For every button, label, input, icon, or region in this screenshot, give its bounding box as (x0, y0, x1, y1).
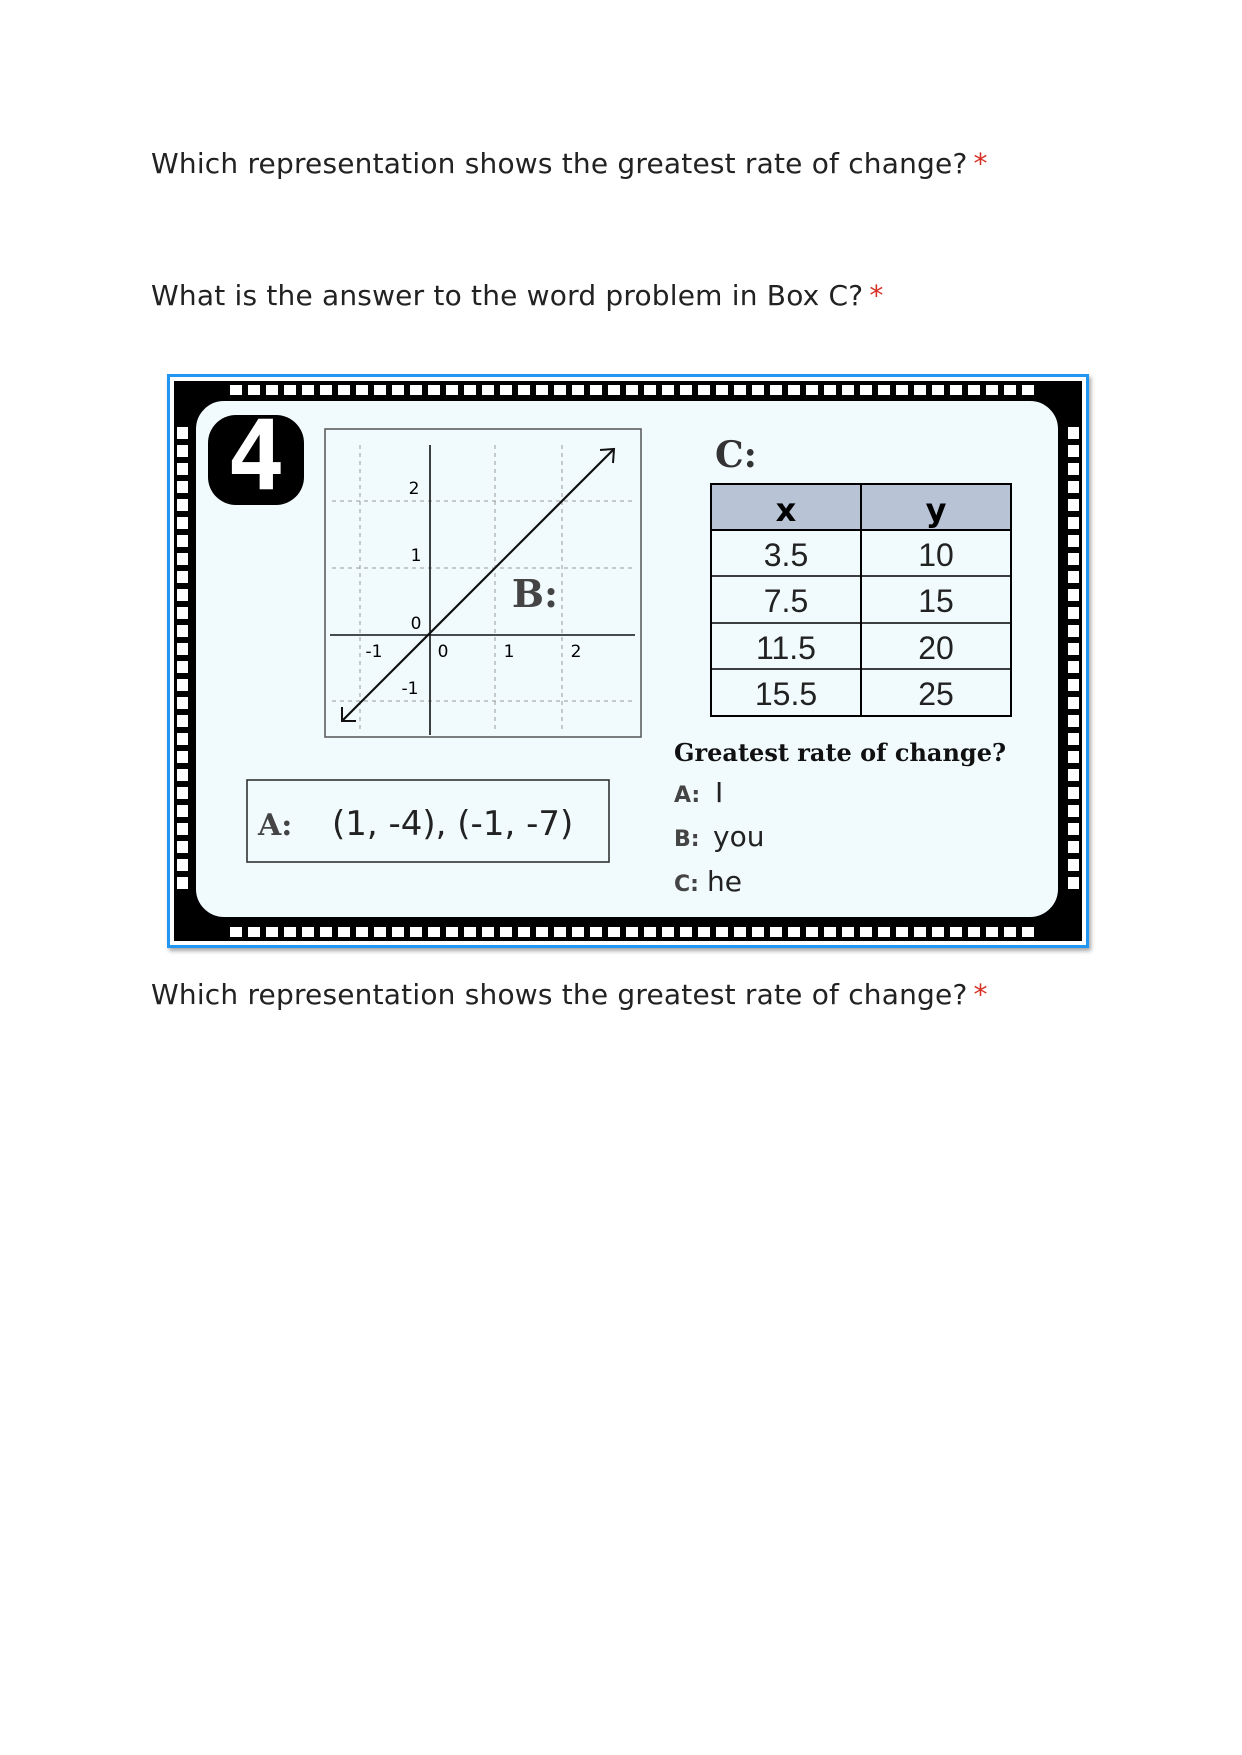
graph-b (325, 429, 641, 737)
question-text: Which representation shows the greatest rate of change? (151, 147, 968, 180)
choice-c-answer: he (707, 865, 742, 898)
box-c-label: C: (715, 434, 757, 476)
table-cell: 15 (918, 583, 954, 619)
x-tick-0: 0 (437, 642, 449, 662)
question-title-2 (151, 279, 884, 312)
task-card-image (167, 374, 1089, 948)
choice-a-answer: I (715, 776, 724, 809)
choice-b-answer: you (713, 820, 765, 853)
choice-b-letter: B: (674, 827, 700, 852)
card-prompt: Greatest rate of change? (674, 738, 1007, 767)
table-cell: 11.5 (756, 630, 816, 666)
table-cell: 10 (918, 537, 954, 573)
table-cell: 15.5 (754, 676, 818, 712)
y-tick-1: 1 (410, 546, 422, 566)
box-a-label: A: (258, 808, 293, 843)
question-title-3 (151, 978, 988, 1011)
box-a-points: (1, -4), (-1, -7) (332, 804, 574, 844)
table-cell: 25 (918, 676, 954, 712)
choice-a-letter: A: (674, 783, 701, 808)
table-header-y: y (925, 491, 947, 529)
x-tick-1: 1 (503, 642, 515, 662)
box-a (247, 780, 609, 862)
table-header-x: x (775, 491, 797, 529)
choice-c-letter: C: (674, 872, 699, 897)
x-tick-neg1: -1 (365, 642, 383, 662)
table-cell: 20 (918, 630, 954, 666)
question-text: Which representation shows the greatest rate of change? (151, 978, 968, 1011)
required-asterisk: * (973, 978, 988, 1011)
card-number: 4 (227, 400, 285, 512)
required-asterisk: * (973, 147, 988, 180)
graph-label-b: B: (511, 571, 559, 616)
y-tick-neg1: -1 (401, 679, 419, 699)
question-title-1 (151, 147, 988, 180)
table-cell: 7.5 (763, 583, 809, 619)
y-tick-2: 2 (408, 479, 420, 499)
y-tick-0: 0 (410, 614, 422, 634)
table-cell: 3.5 (763, 537, 809, 573)
required-asterisk: * (869, 279, 884, 312)
question-text: What is the answer to the word problem in Box C? (151, 279, 864, 312)
x-tick-2: 2 (570, 642, 582, 662)
